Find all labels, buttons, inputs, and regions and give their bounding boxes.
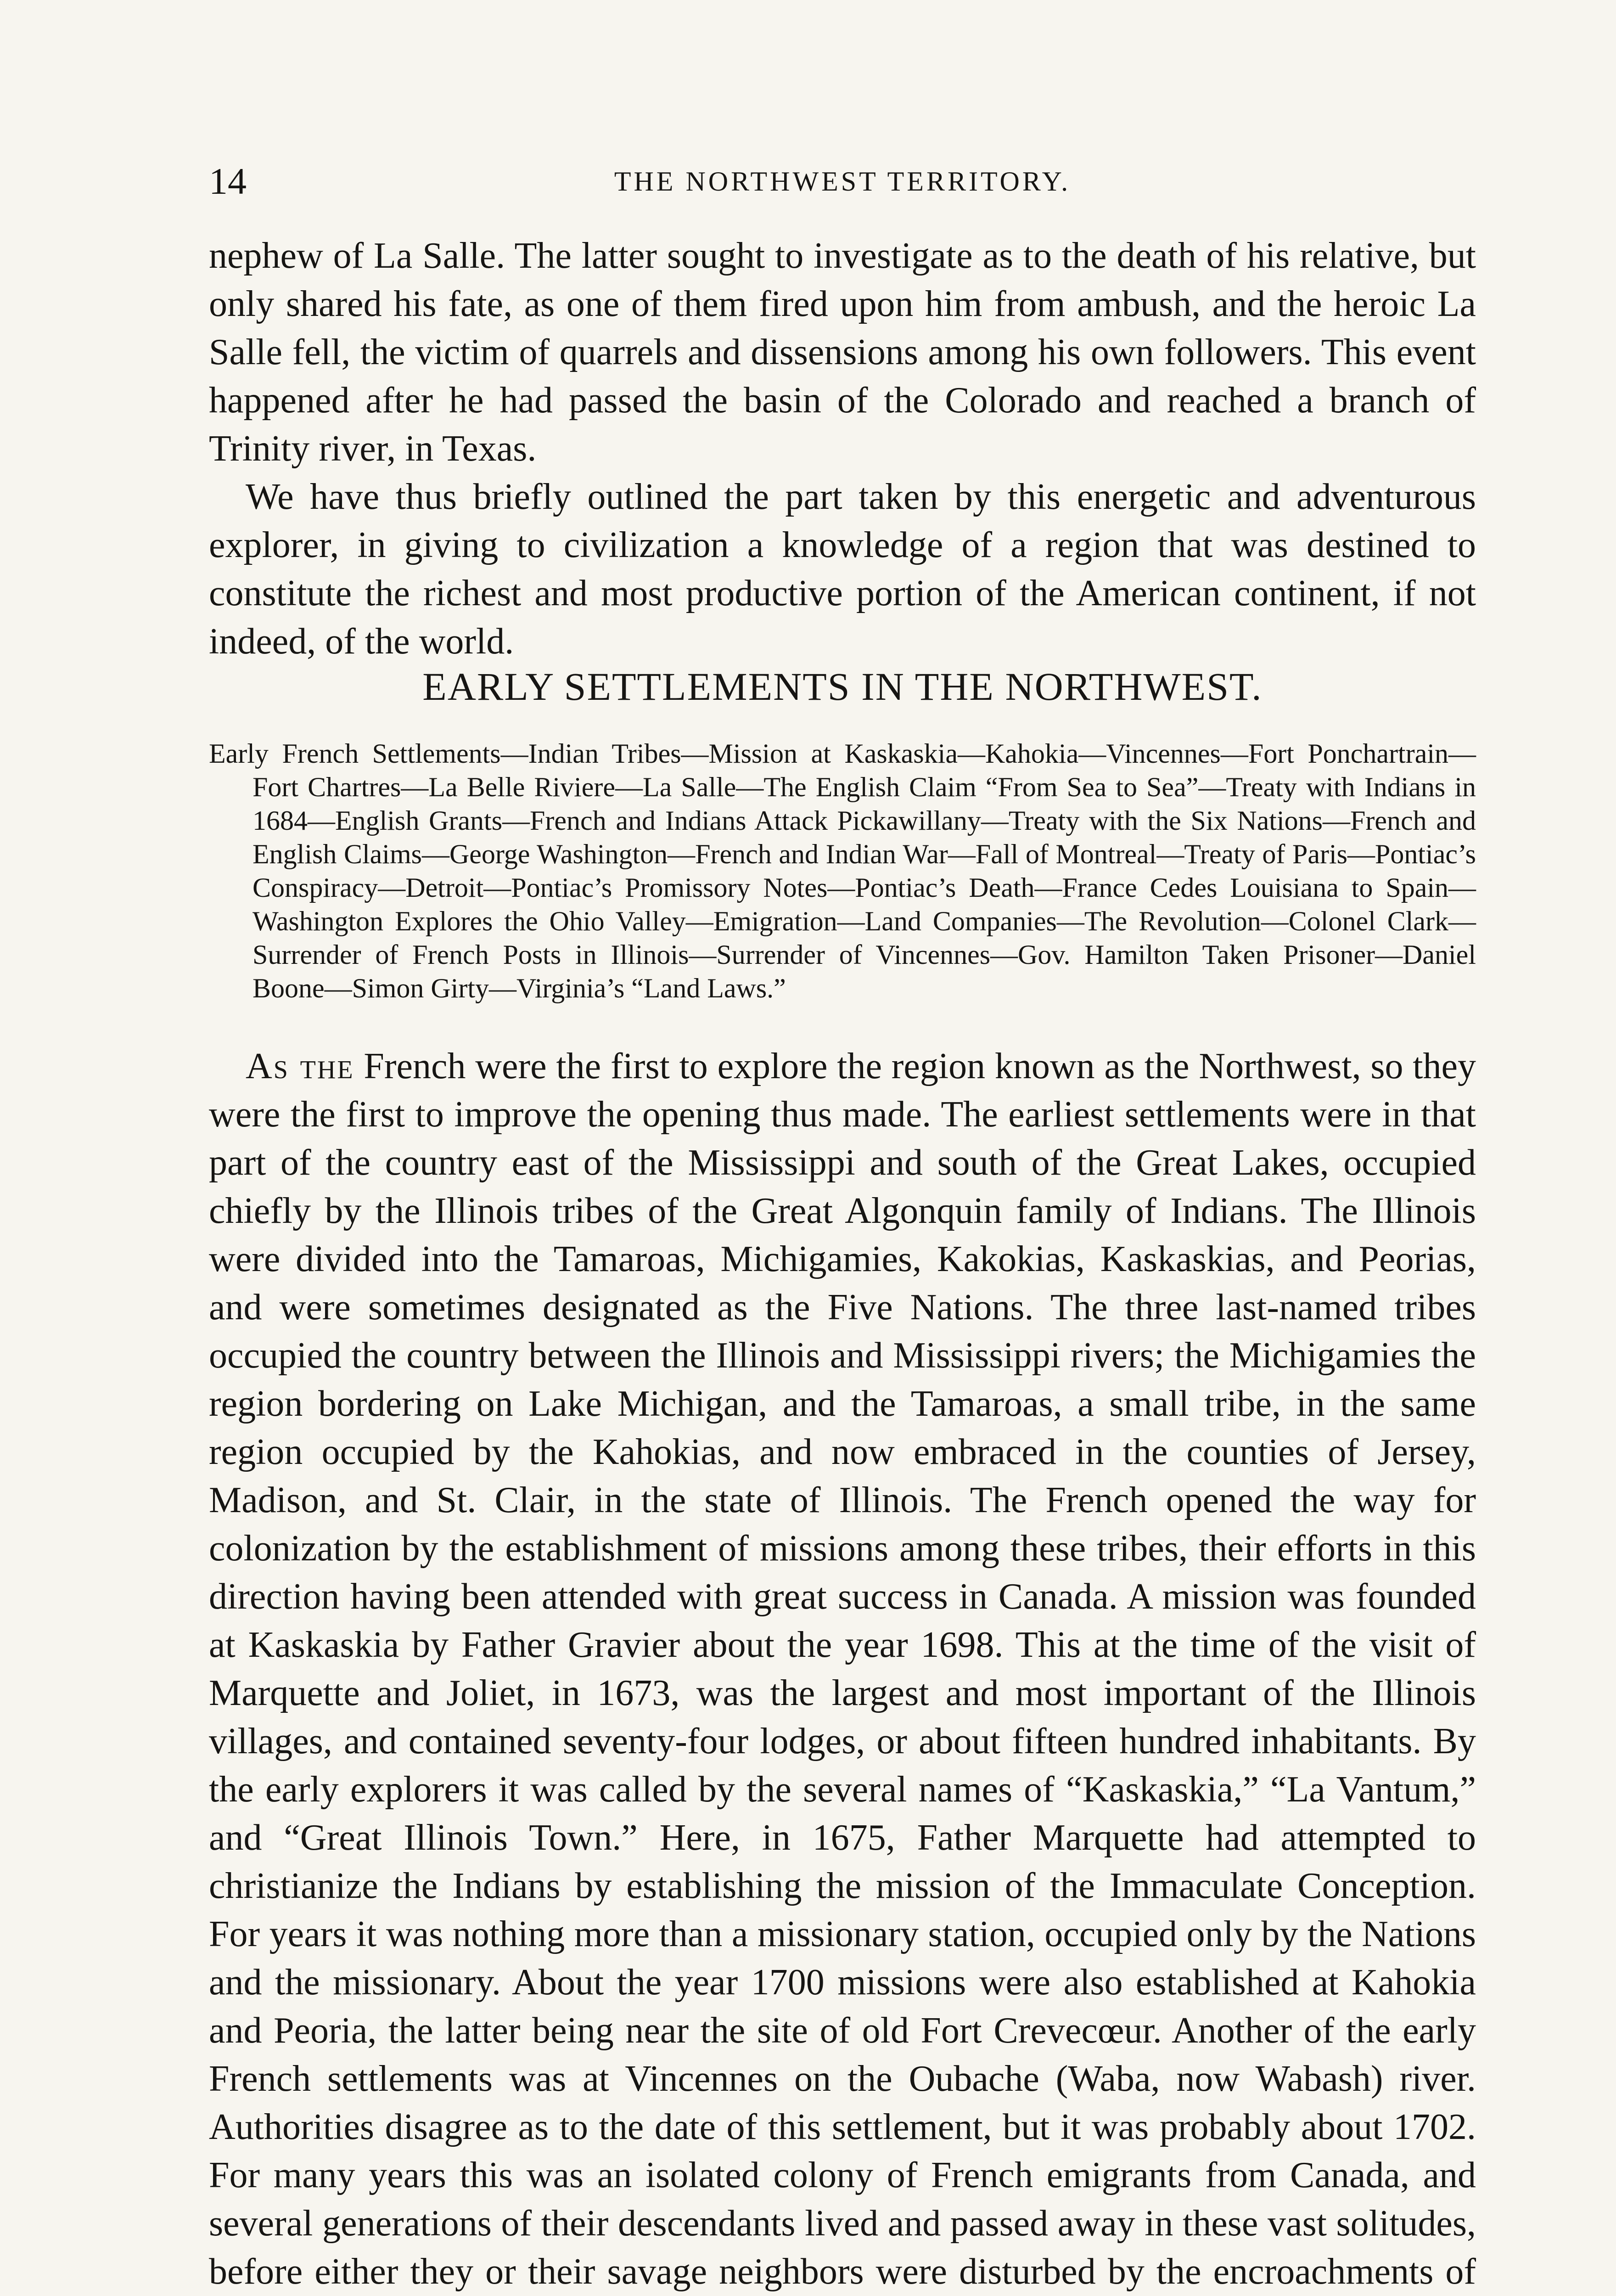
paragraph-text: French were the first to explore the region known as the Northwest, so they were the first to improve the opening thus made. The earliest settlements were in that part of the country east of the Mississippi and south of the Great Lakes, occupied chiefly by the Illinois tribes of the Great Algonquin family of Indians. The Illinois were divided into the Tamaroas, Michigamies, Kakokias, Kaskaskias, and Peorias, and were sometimes designated as the Five Nations. The three last-named tribes occupied the country between the Illinois and Mississippi rivers; the Michigamies the region bordering on Lake Michigan, and the Tamaroas, a small tribe, in the same region occupied by the Kahokias, and now embraced in the counties of Jersey, Madison, and St. Clair, in the state of Illinois. The French opened the way for colonization by the establishment of missions among these tribes, their efforts in this direction having been attended with great success in Canada. A mission was founded at Kaskaskia by Father Gravier about the year 1698. This at the time of the visit of Marquette and Joliet, in 1673, was the largest and most important of the Illinois villages, and contained seventy-four lodges, or about fifteen hundred inhabitants. By the early explorers it was called by the several names of “Kaskaskia,” “La Vantum,” and “Great Illinois Town.” Here, in 1675, Father Marquette had attempted to christianize the Indians by establishing the mission of the Immaculate Conception. For years it was nothing more than a missionary station, occupied only by the Nations and the missionary. About the year 1700 missions were also established at Kahokia and Peoria, the latter being near the site of old Fort Crevecœur. Another of the early French settlements was at Vincennes on the Oubache (Waba, now Wabash) river. Authorities disagree as to the date of this settlement, but it was probably about 1702. For many years this was an isolated colony of French emigrants from Canada, and several generations of their descendants lived and passed away in these vast solitudes, before either they or their savage neighbors were disturbed by the encroachments of bbox=[209, 1046, 1476, 2292]
page-number: 14 bbox=[209, 160, 247, 202]
running-title: THE NORTHWEST TERRITORY. bbox=[614, 166, 1071, 197]
chapter-body bbox=[209, 1042, 1476, 2296]
opening-words: As the bbox=[246, 1046, 354, 1086]
paragraph bbox=[209, 1042, 1476, 2296]
paragraph: nephew of La Salle. The latter sought to investigate as to the death of his relative, but only shared his fate, as one of them fired upon him from ambush, and the heroic La Salle fell, the victim of quarrels and dissensions among his own followers. This event happened after he had passed the basin of the Colorado and reached a branch of Trinity river, in Texas. bbox=[209, 236, 1476, 469]
running-head bbox=[209, 156, 1476, 207]
chapter-synopsis: Early French Settlements—Indian Tribes—Mission at Kaskaskia—Kahokia—Vincennes—Fort Ponchartrain—Fort Chartres—La Belle Riviere—La Salle—The English Claim “From Sea to Sea”—Treaty with Indians in 1684—English Grants—French and Indians Attack Pickawillany—Treaty with the Six Nations—French and English Claims—George Washington—French and Indian War—Fall of Montreal—Treaty of Paris—Pontiac’s Conspiracy—Detroit—Pontiac’s Promissory Notes—Pontiac’s Death—France Cedes Louisiana to Spain—Washington Explores the Ohio Valley—Emigration—Land Companies—The Revolution—Colonel Clark—Surrender of French Posts in Illinois—Surrender of Vincennes—Gov. Hamilton Taken Prisoner—Daniel Boone—Simon Girty—Virginia’s “Land Laws.” bbox=[209, 738, 1476, 1003]
continued-text bbox=[209, 232, 1476, 666]
paragraph: We have thus briefly outlined the part taken by this energetic and adventurous explorer, in giving to civilization a knowledge of a region that was destined to constitute the richest and most productive portion of the American continent, if not indeed, of the world. bbox=[209, 477, 1476, 662]
chapter-heading: EARLY SETTLEMENTS IN THE NORTHWEST. bbox=[422, 664, 1262, 709]
